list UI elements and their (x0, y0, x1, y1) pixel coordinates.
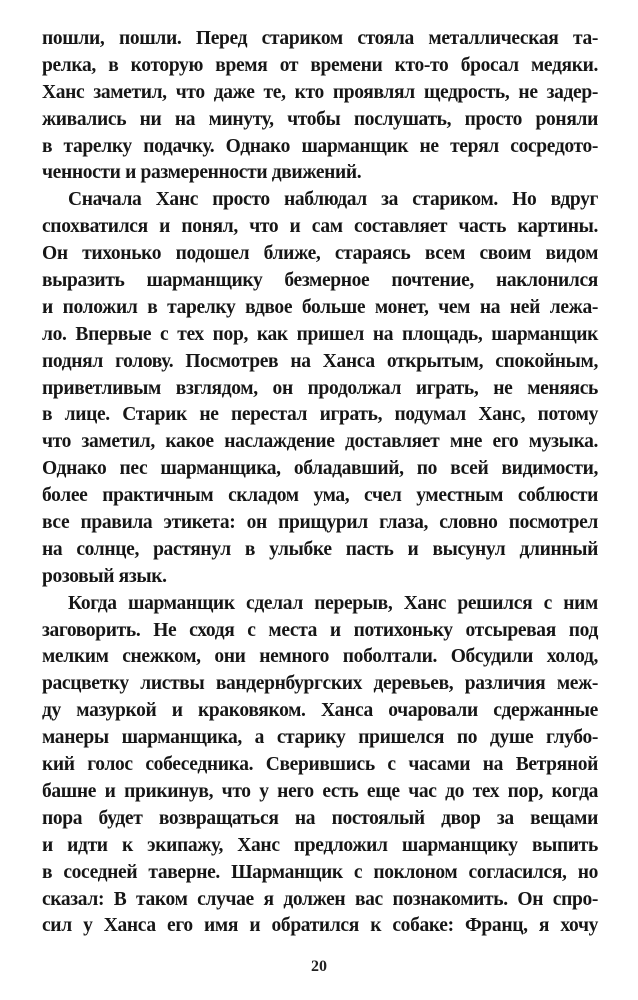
text-line: релка, в которую время от времени кто-то бросал медяки. (42, 54, 598, 76)
text-line: в соседней таверне. Шарманщик с поклоном согласился, но (42, 861, 598, 883)
text-line: расцветку листвы вандернбургских деревьев, различия меж- (42, 673, 598, 695)
text-line: и положил в тарелку вдвое больше монет, чем на ней лежа- (42, 296, 598, 318)
text-line: заговорить. Не сходя с места и потихоньку отсыревая под (42, 619, 598, 641)
text-line: Он тихонько подошел ближе, стараясь всем своим видом (42, 243, 598, 265)
text-line: и идти к экипажу, Ханс предложил шарманщику выпить (42, 834, 598, 856)
text-line: сил у Ханса его имя и обратился к собаке: Франц, я хочу (42, 915, 598, 937)
text-line: приветливым взглядом, он продолжал играть, не меняясь (42, 377, 598, 399)
paragraph (42, 591, 598, 941)
text-line: ченности и размеренности движений. (42, 162, 362, 184)
text-line: Однако пес шарманщика, обладавший, по всей видимости, (42, 458, 598, 480)
text-line: в тарелку подачку. Однако шарманщик не терял сосредото- (42, 135, 598, 157)
text-line: кий голос собеседника. Сверившись с часами на Ветряной (42, 754, 598, 776)
text-line: манеры шарманщика, а старику пришелся по душе глубо- (42, 727, 598, 749)
text-line: Когда шарманщик сделал перерыв, Ханс решился с ним (68, 592, 598, 614)
text-line: ло. Впервые с тех пор, как пришел на площадь, шарманщик (42, 323, 598, 345)
text-line: выразить шарманщику безмерное почтение, наклонился (42, 270, 598, 292)
text-line: Ханс заметил, что даже те, кто проявлял щедрость, не задер- (42, 81, 598, 103)
text-line: в лице. Старик не перестал играть, подумал Ханс, потому (42, 404, 598, 426)
text-line: пора будет возвращаться на постоялый двор за вещами (42, 807, 598, 829)
text-line: пошли, пошли. Перед стариком стояла металлическая та- (42, 28, 598, 49)
text-line: мелким снежком, они немного поболтали. Обсудили холод, (42, 646, 598, 668)
text-line: башне и прикинув, что у него есть еще час до тех пор, когда (42, 780, 598, 802)
text-line: что заметил, какое наслаждение доставляет мне его музыка. (42, 431, 598, 453)
text-line: поднял голову. Посмотрев на Ханса открытым, спокойным, (42, 350, 598, 372)
page-number: 20 (311, 958, 327, 975)
text-line: ду мазуркой и краковяком. Ханса очаровали сдержанные (42, 700, 598, 722)
text-line: Сначала Ханс просто наблюдал за стариком. Но вдруг (68, 189, 598, 211)
text-line: на солнце, растянул в улыбке пасть и высунул длинный (42, 538, 598, 560)
text-line: розовый язык. (42, 565, 167, 587)
page-body (42, 26, 598, 940)
text-line: сказал: В таком случае я должен вас познакомить. Он спро- (42, 888, 598, 910)
text-line: более практичным складом ума, счел уместным соблюсти (42, 485, 598, 507)
text-line: спохватился и понял, что и сам составляет часть картины. (42, 216, 598, 238)
paragraph (42, 26, 598, 187)
text-line: живались ни на минуту, чтобы послушать, просто роняли (42, 108, 598, 130)
text-line: все правила этикета: он прищурил глаза, словно посмотрел (42, 512, 598, 534)
paragraph (42, 187, 598, 590)
